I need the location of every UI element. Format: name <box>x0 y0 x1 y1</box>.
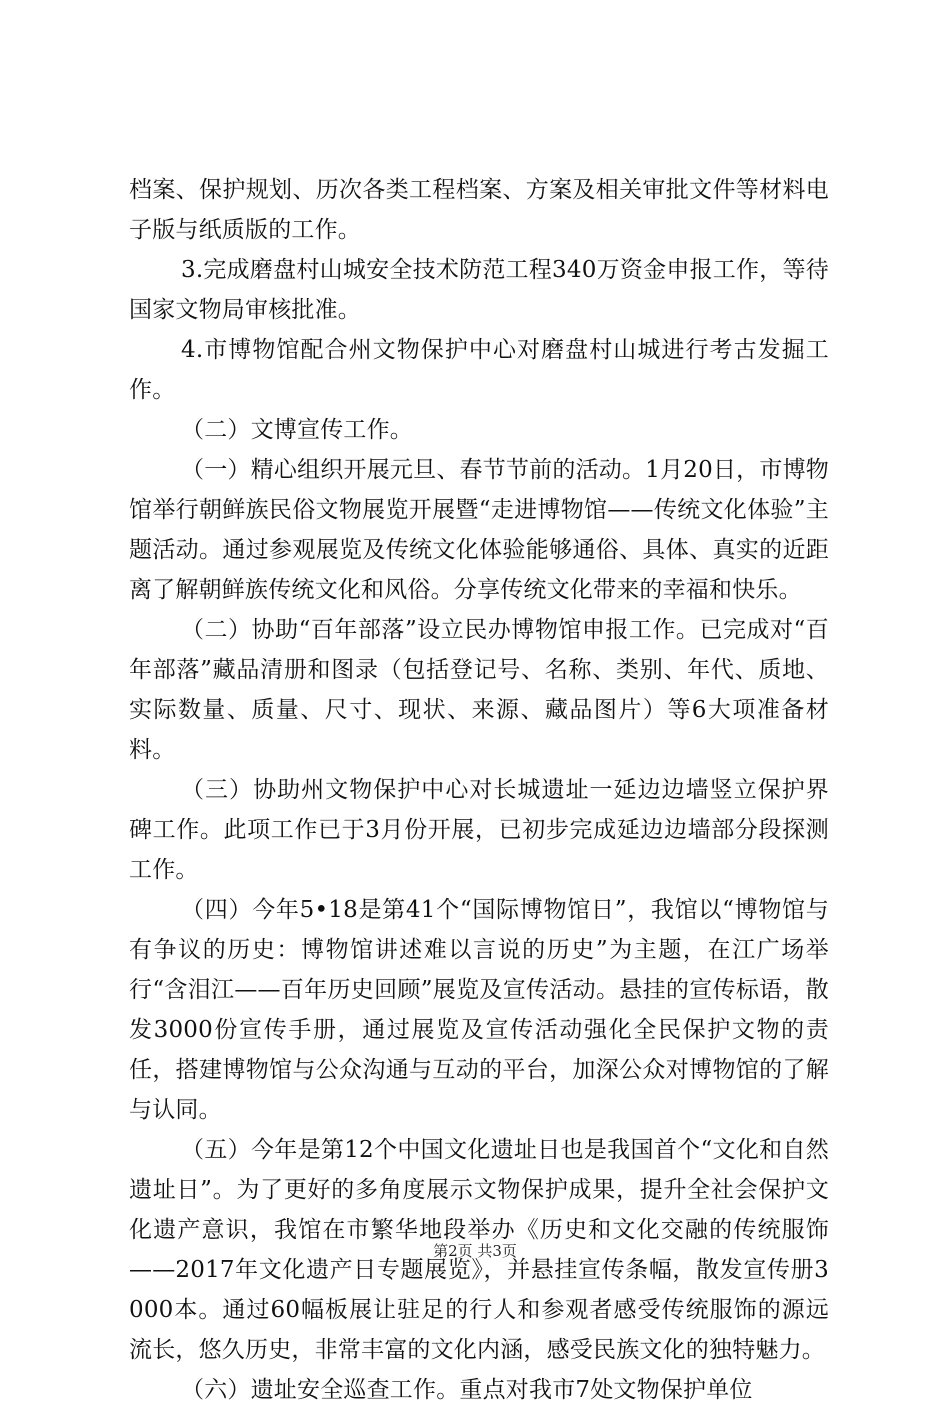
paragraph-8: （四）今年5•18是第41个“国际博物馆日”，我馆以“博物馆与有争议的历史：博物馆讲述难以言说的历史”为主题，在江广场举行“含泪江——百年历史回顾”展览及宣传活动。悬挂的宣传标语，散发3000份宣传手册，通过展览及宣传活动强化全民保护文物的责任，搭建博物馆与公众沟通与互动的平台，加深公众对博物馆的了解与认同。 <box>129 897 829 1123</box>
paragraph-3: 4.市博物馆配合州文物保护中心对磨盘村山城进行考古发掘工作。 <box>129 337 829 403</box>
paragraph-10: （六）遗址安全巡查工作。重点对我市7处文物保护单位 <box>181 1377 753 1403</box>
document-body <box>129 170 829 1410</box>
paragraph-1: 档案、保护规划、历次各类工程档案、方案及相关审批文件等材料电子版与纸质版的工作。 <box>129 177 829 243</box>
page-footer: 第2页 共3页 <box>433 1242 517 1260</box>
paragraph-6: （二）协助“百年部落”设立民办博物馆申报工作。已完成对“百年部落”藏品清册和图录（包括登记号、名称、类别、年代、质地、实际数量、质量、尺寸、现状、来源、藏品图片）等6大项准备材料。 <box>129 617 829 763</box>
paragraph-5: （一）精心组织开展元旦、春节节前的活动。1月20日，市博物馆举行朝鲜族民俗文物展览开展暨“走进博物馆——传统文化体验”主题活动。通过参观展览及传统文化体验能够通俗、具体、真实的近距离了解朝鲜族传统文化和风俗。分享传统文化带来的幸福和快乐。 <box>129 457 829 603</box>
paragraph-9: （五）今年是第12个中国文化遗址日也是我国首个“文化和自然遗址日”。为了更好的多角度展示文物保护成果，提升全社会保护文化遗产意识，我馆在市繁华地段举办《历史和文化交融的传统服饰——2017年文化遗产日专题展览》，并悬挂宣传条幅，散发宣传册3000本。通过60幅板展让驻足的行人和参观者感受传统服饰的源远流长，悠久历史，非常丰富的文化内涵，感受民族文化的独特魅力。 <box>129 1137 829 1363</box>
section-heading: （二）文博宣传工作。 <box>181 417 413 443</box>
paragraph-2: 3.完成磨盘村山城安全技术防范工程340万资金申报工作，等待国家文物局审核批准。 <box>129 257 829 323</box>
paragraph-7: （三）协助州文物保护中心对长城遗址一延边边墙竖立保护界碑工作。此项工作已于3月份开展，已初步完成延边边墙部分段探测工作。 <box>129 777 829 883</box>
